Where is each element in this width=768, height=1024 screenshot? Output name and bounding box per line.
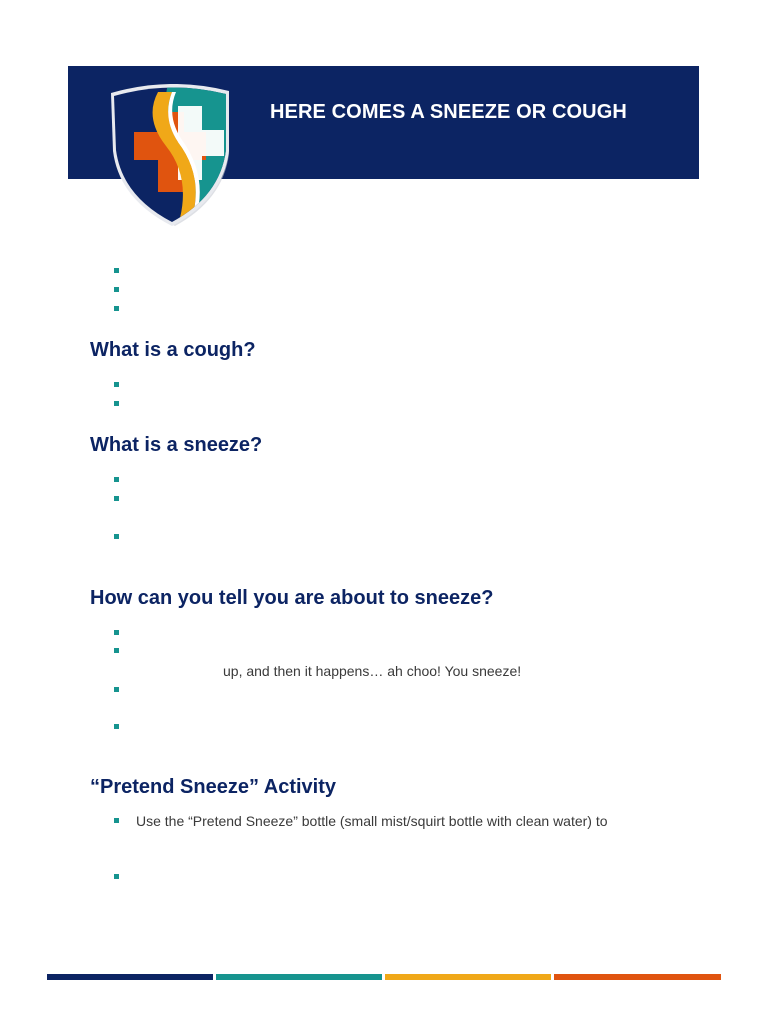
intro-bullet-marker: [114, 287, 119, 292]
intro-bullet-marker: [114, 268, 119, 273]
activity-bullet-marker: [114, 874, 119, 879]
footer-stripe-teal: [216, 974, 382, 980]
activity-bullet-marker: [114, 818, 119, 823]
sneeze-bullet-marker: [114, 496, 119, 501]
tell-continuation-text: up, and then it happens… ah choo! You sneeze!: [223, 663, 522, 679]
sneeze-bullet-marker: [114, 534, 119, 539]
activity-heading: “Pretend Sneeze” Activity: [90, 776, 337, 798]
tell-heading: How can you tell you are about to sneeze?: [90, 587, 494, 609]
tell-bullet-marker: [114, 724, 119, 729]
tell-bullet-marker: [114, 648, 119, 653]
cough-bullet-marker: [114, 401, 119, 406]
tell-bullet-marker: [114, 630, 119, 635]
page-title: HERE COMES A SNEEZE OR COUGH: [270, 101, 627, 123]
activity-bullet-text: Use the “Pretend Sneeze” bottle (small mist/squirt bottle with clean water) to: [136, 813, 608, 829]
footer-stripe-navy: [47, 974, 213, 980]
cough-heading: What is a cough?: [90, 339, 256, 361]
sneeze-heading: What is a sneeze?: [90, 434, 263, 456]
intro-bullet-marker: [114, 306, 119, 311]
tell-bullet-marker: [114, 687, 119, 692]
sneeze-bullet-marker: [114, 477, 119, 482]
cough-bullet-marker: [114, 382, 119, 387]
footer-stripe-yellow: [385, 974, 551, 980]
shield-logo-icon: [108, 84, 236, 230]
footer-stripe-orange: [554, 974, 721, 980]
